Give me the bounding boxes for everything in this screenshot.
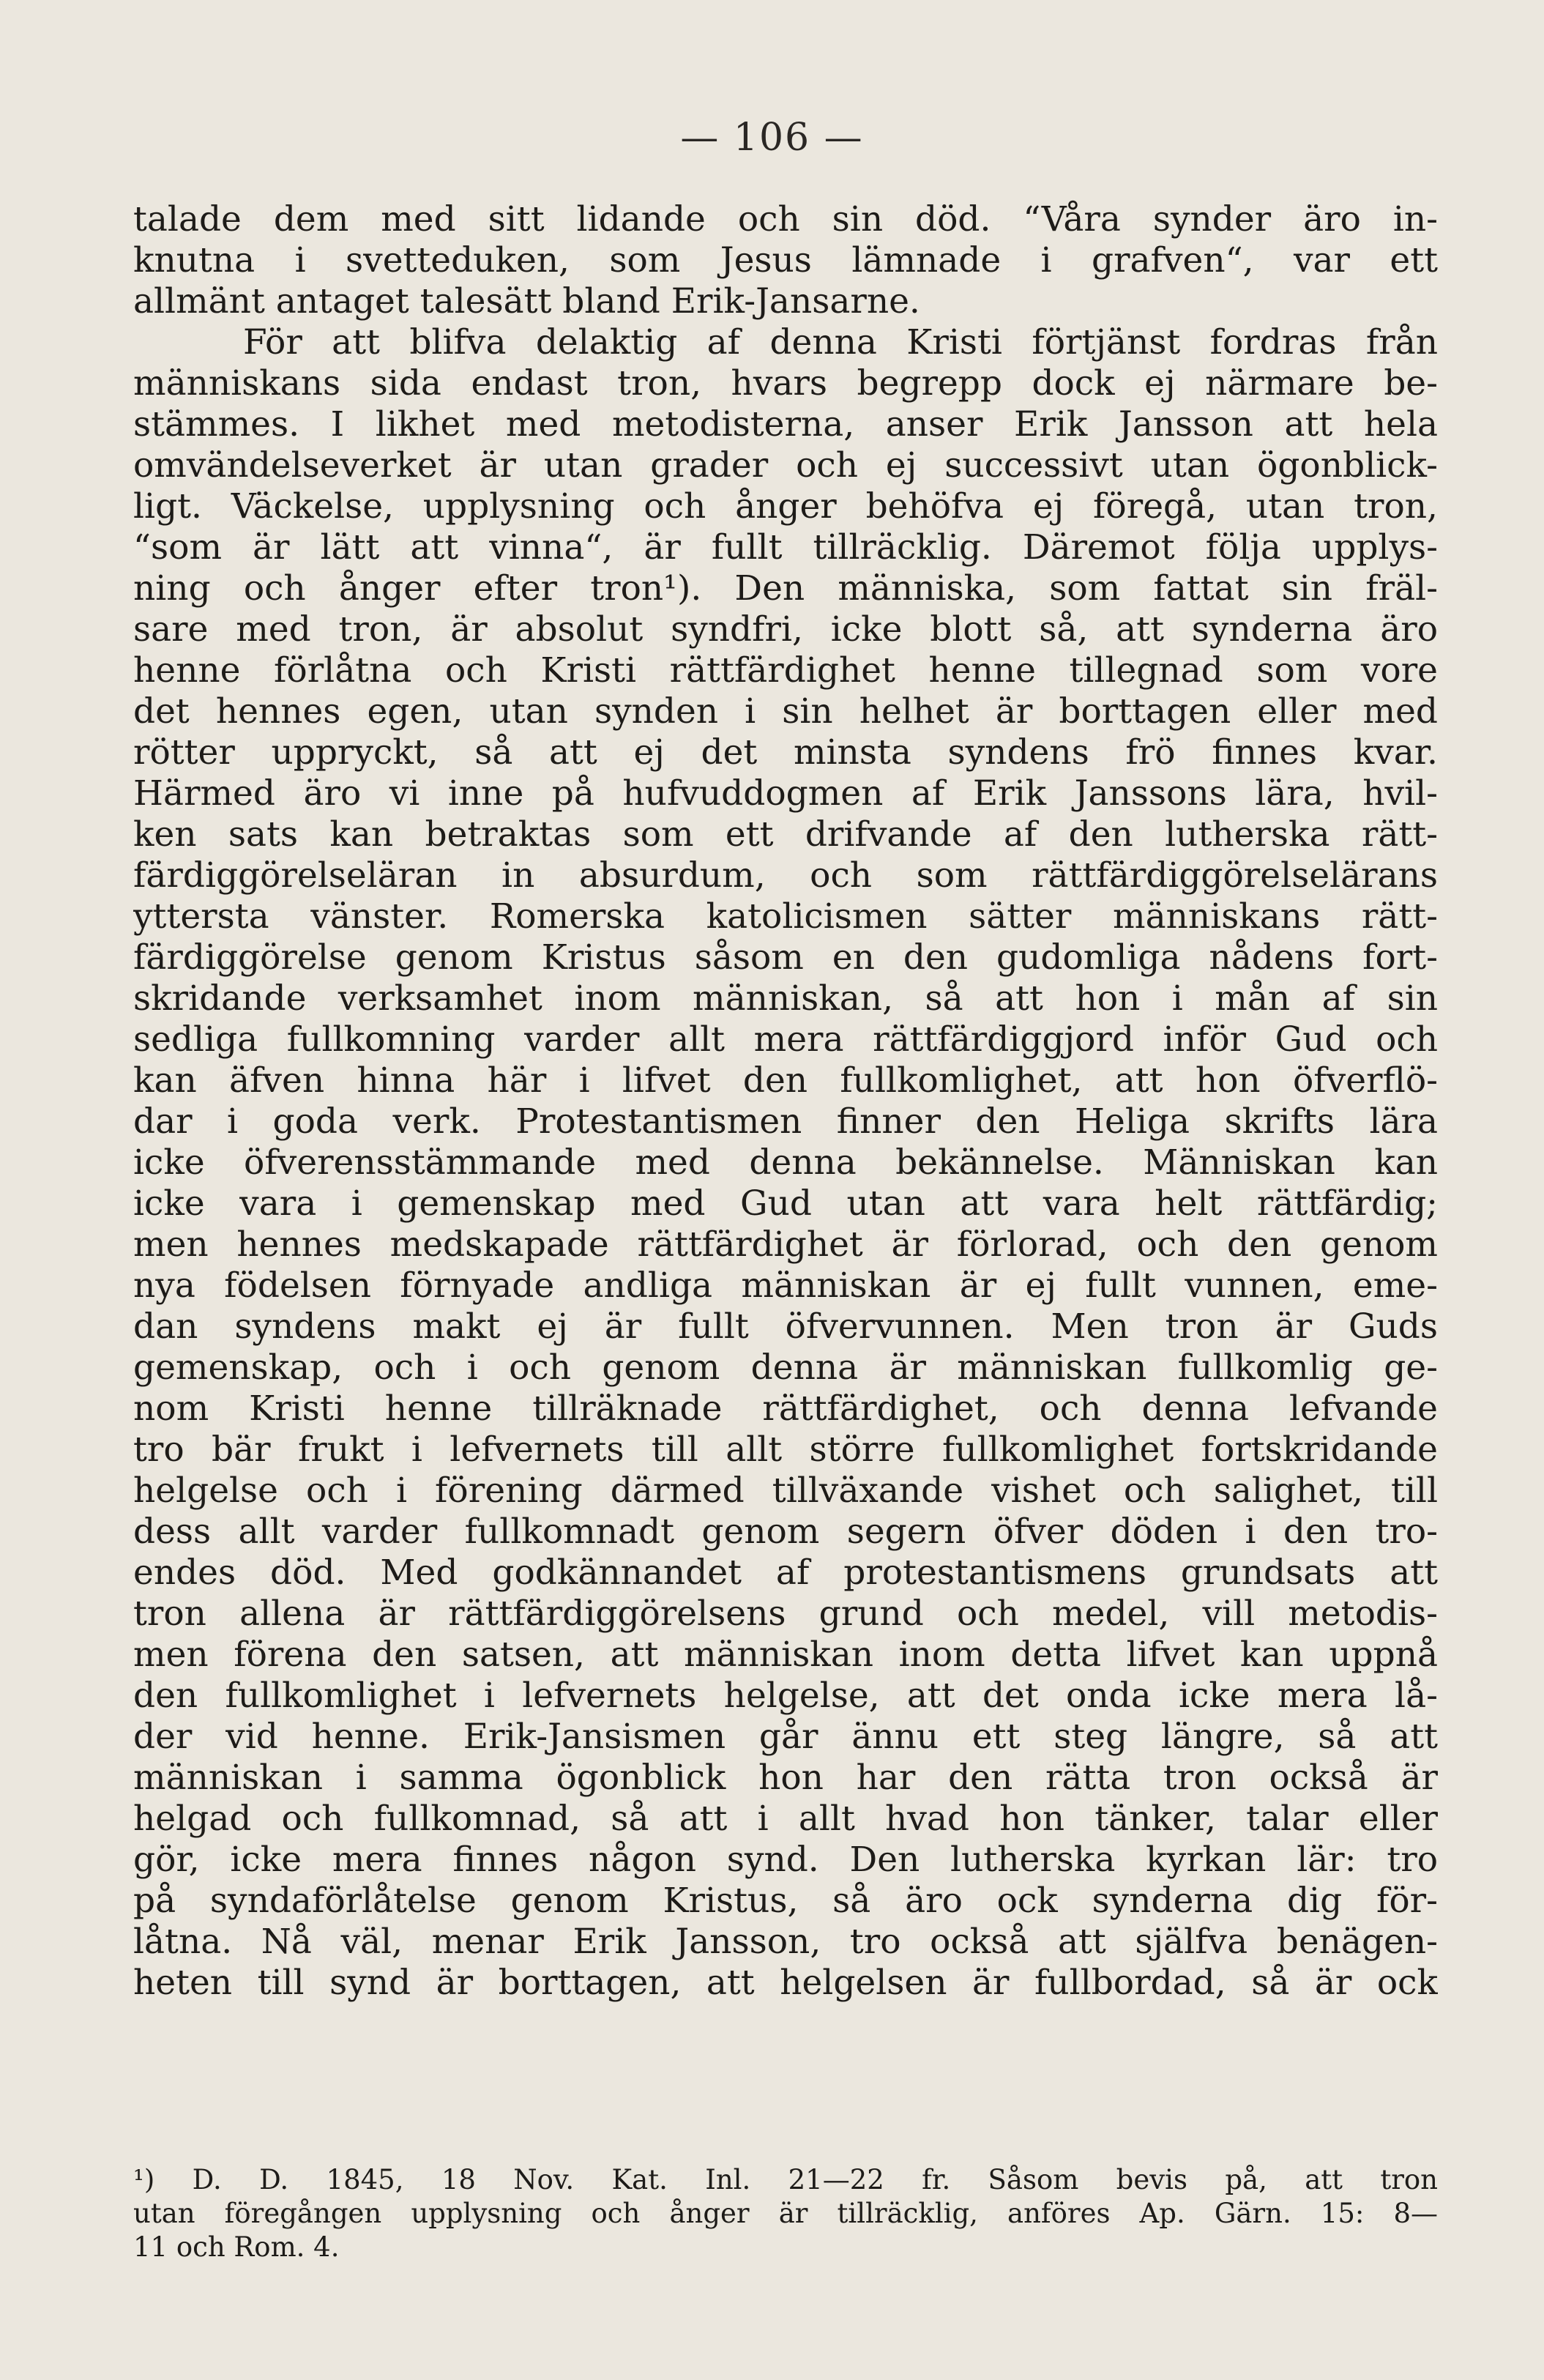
text-line: der vid henne. Erik-Jansismen går ännu ett steg längre, så att xyxy=(133,1717,1438,1757)
text-line: dess allt varder fullkomnadt genom segern öfver döden i den tro- xyxy=(133,1511,1438,1552)
text-line: ken sats kan betraktas som ett drifvande af den lutherska rätt- xyxy=(133,814,1438,855)
text-line: gör, icke mera finnes någon synd. Den lutherska kyrkan lär: tro xyxy=(133,1840,1438,1880)
text-line: människans sida endast tron, hvars begrepp dock ej närmare be- xyxy=(133,363,1438,404)
text-line: dar i goda verk. Protestantismen finner den Heliga skrifts lära xyxy=(133,1101,1438,1142)
text-line: människan i samma ögonblick hon har den rätta tron också är xyxy=(133,1758,1438,1798)
text-line: färdiggörelse genom Kristus såsom en den gudomliga nådens fort- xyxy=(133,937,1438,978)
text-line: rötter uppryckt, så att ej det minsta syndens frö finnes kvar. xyxy=(133,732,1438,773)
text-line: dan syndens makt ej är fullt öfvervunnen. Men tron är Guds xyxy=(133,1306,1438,1347)
text-line: på syndaförlåtelse genom Kristus, så äro ock synderna dig för- xyxy=(133,1881,1438,1921)
text-line: endes död. Med godkännandet af protestantismens grundsats att xyxy=(133,1552,1438,1593)
text-line: kan äfven hinna här i lifvet den fullkomlighet, att hon öfverflö- xyxy=(133,1060,1438,1101)
text-line: icke öfverensstämmande med denna bekännelse. Människan kan xyxy=(133,1142,1438,1183)
text-line: sare med tron, är absolut syndfri, icke blott så, att synderna äro xyxy=(133,609,1438,650)
footnote-line: utan föregången upplysning och ånger är tillräcklig, anföres Ap. Gärn. 15: 8— xyxy=(133,2198,1438,2229)
page-number: — 106 — xyxy=(680,116,864,160)
text-line: nom Kristi henne tillräknade rättfärdighet, och denna lefvande xyxy=(133,1388,1438,1429)
text-line: “som är lätt att vinna“, är fullt tillräcklig. Däremot följa upplys- xyxy=(133,527,1438,568)
footnote-line: ¹) D. D. 1845, 18 Nov. Kat. Inl. 21—22 fr. Såsom bevis på, att tron xyxy=(133,2164,1438,2195)
text-line: färdiggörelseläran in absurdum, och som rättfärdiggörelselärans xyxy=(133,855,1438,896)
footnote-line: 11 och Rom. 4. xyxy=(133,2231,340,2263)
text-line: henne förlåtna och Kristi rättfärdighet henne tillegnad som vore xyxy=(133,650,1438,691)
text-line: ning och ånger efter tron¹). Den människa, som fattat sin fräl- xyxy=(133,568,1438,609)
text-line: men hennes medskapade rättfärdighet är förlorad, och den genom xyxy=(133,1224,1438,1265)
text-line: heten till synd är borttagen, att helgelsen är fullbordad, så är ock xyxy=(133,1963,1438,2003)
text-line: det hennes egen, utan synden i sin helhet är borttagen eller med xyxy=(133,691,1438,732)
footnote xyxy=(133,2163,1438,2264)
text-line: knutna i svetteduken, som Jesus lämnade i grafven“, var ett xyxy=(133,240,1438,280)
text-line: ligt. Väckelse, upplysning och ånger behöfva ej föregå, utan tron, xyxy=(133,486,1438,527)
text-line: Härmed äro vi inne på hufvuddogmen af Erik Janssons lära, hvil- xyxy=(133,773,1438,814)
text-line: yttersta vänster. Romerska katolicismen sätter människans rätt- xyxy=(133,896,1438,937)
text-line: helgad och fullkomnad, så att i allt hvad hon tänker, talar eller xyxy=(133,1799,1438,1839)
text-line: låtna. Nå väl, menar Erik Jansson, tro också att själfva benägen- xyxy=(133,1922,1438,1962)
text-line: tron allena är rättfärdiggörelsens grund och medel, vill metodis- xyxy=(133,1594,1438,1634)
text-line: gemenskap, och i och genom denna är människan fullkomlig ge- xyxy=(133,1347,1438,1388)
text-line: men förena den satsen, att människan inom detta lifvet kan uppnå xyxy=(133,1635,1438,1675)
body-text xyxy=(133,199,1438,2004)
text-line: den fullkomlighet i lefvernets helgelse, att det onda icke mera lå- xyxy=(133,1676,1438,1716)
text-line: För att blifva delaktig af denna Kristi förtjänst fordras från xyxy=(243,322,1438,362)
text-line: stämmes. I likhet med metodisterna, anser Erik Jansson att hela xyxy=(133,404,1438,445)
text-line: icke vara i gemenskap med Gud utan att vara helt rättfärdig; xyxy=(133,1183,1438,1224)
text-line: allmänt antaget talesätt bland Erik-Jansarne. xyxy=(133,281,920,321)
text-line: sedliga fullkomning varder allt mera rättfärdiggjord inför Gud och xyxy=(133,1019,1438,1060)
text-line: omvändelseverket är utan grader och ej successivt utan ögonblick- xyxy=(133,445,1438,486)
text-line: talade dem med sitt lidande och sin död. “Våra synder äro in- xyxy=(133,199,1438,239)
text-line: skridande verksamhet inom människan, så att hon i mån af sin xyxy=(133,978,1438,1019)
text-line: tro bär frukt i lefvernets till allt större fullkomlighet fortskridande xyxy=(133,1429,1438,1470)
text-line: nya födelsen förnyade andliga människan är ej fullt vunnen, eme- xyxy=(133,1265,1438,1306)
text-line: helgelse och i förening därmed tillväxande vishet och salighet, till xyxy=(133,1470,1438,1511)
